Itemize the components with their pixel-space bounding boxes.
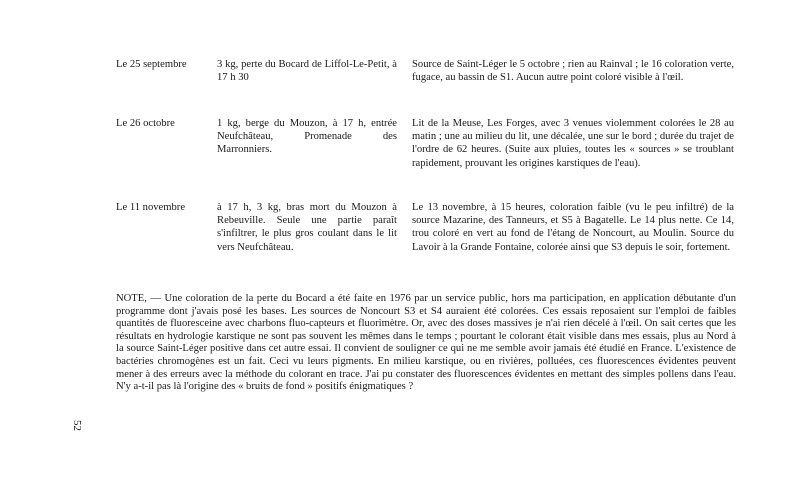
row-result: Le 13 novembre, à 15 heures, coloration faible (vu le peu infiltré) de la source Mazarine, des Tanneurs, et S5 à Bagatelle. Le 14 plus nette. Ce 14, trou coloré en vert au fond de l'étang de Noncourt, au Moulin. Source du Lavoir à la Grande Fontaine, colorée ainsi que S3 depuis le soir, fortement. <box>412 202 734 253</box>
row-experiment: 3 kg, perte du Bocard de Liffol-Le-Petit, à 17 h 30 <box>217 59 397 84</box>
row-date: Le 11 novembre <box>116 202 186 213</box>
page-number: 52 <box>71 420 83 431</box>
row-date: Le 25 septembre <box>116 59 187 70</box>
note-paragraph: NOTE, — Une coloration de la perte du Bocard a été faite en 1976 par un service public, hors ma participation, en application débutante d'un programme dont j'avais posé les bases. Les sources de Noncourt S3 et S4 auraient été colorées. Ces essais reposaient sur l'emploi de faibles quantités de fluoresceine avec charbons fluo-capteurs et fluorimètre. Or, avec des doses massives je n'ai rien décelé à l'œil. On sait certes que les résultats en hydrologie karstique ne sont pas souvent les mêmes dans le temps ; pourtant le colorant était visible dans mes essais, plus au Nord à la source Saint-Léger positive dans cet autre essai. Il convient de souligner ce qui ne me semble avoir jamais été étudié en France. L'existence de bactéries chromogènes est un fait. Ceci vu leurs pigments. En milieu karstique, ou en rivières, polluées, ces fluorescences évidentes peuvent mener à des erreurs avec la méthode du colorant en trace. J'ai pu constater des fluorescences évidentes en mettant des simples pollens dans l'eau. N'y a-t-il pas là l'origine des « bruits de fond » positifs énigmatiques ? <box>116 293 736 393</box>
row-experiment: à 17 h, 3 kg, bras mort du Mouzon à Rebeuville. Seule une partie paraît s'infiltrer, le plus gros coulant dans le lit vers Neufchâteau. <box>217 202 397 253</box>
row-experiment: 1 kg, berge du Mouzon, à 17 h, entrée Neufchâteau, Promenade des Marronniers. <box>217 118 397 156</box>
row-date: Le 26 octobre <box>116 118 175 129</box>
row-result: Source de Saint-Léger le 5 octobre ; rien au Rainval ; le 16 coloration verte, fugace, au bassin de S1. Aucun autre point coloré visible à l'œil. <box>412 59 734 84</box>
row-result: Lit de la Meuse, Les Forges, avec 3 venues violemment colorées le 28 au matin ; une au milieu du lit, une décalée, une sur le bord ; durée du trajet de l'ordre de 62 heures. (Suite aux pluies, toutes les « sources » se troublant rapidement, prouvant les origines karstiques de l'eau). <box>412 118 734 169</box>
